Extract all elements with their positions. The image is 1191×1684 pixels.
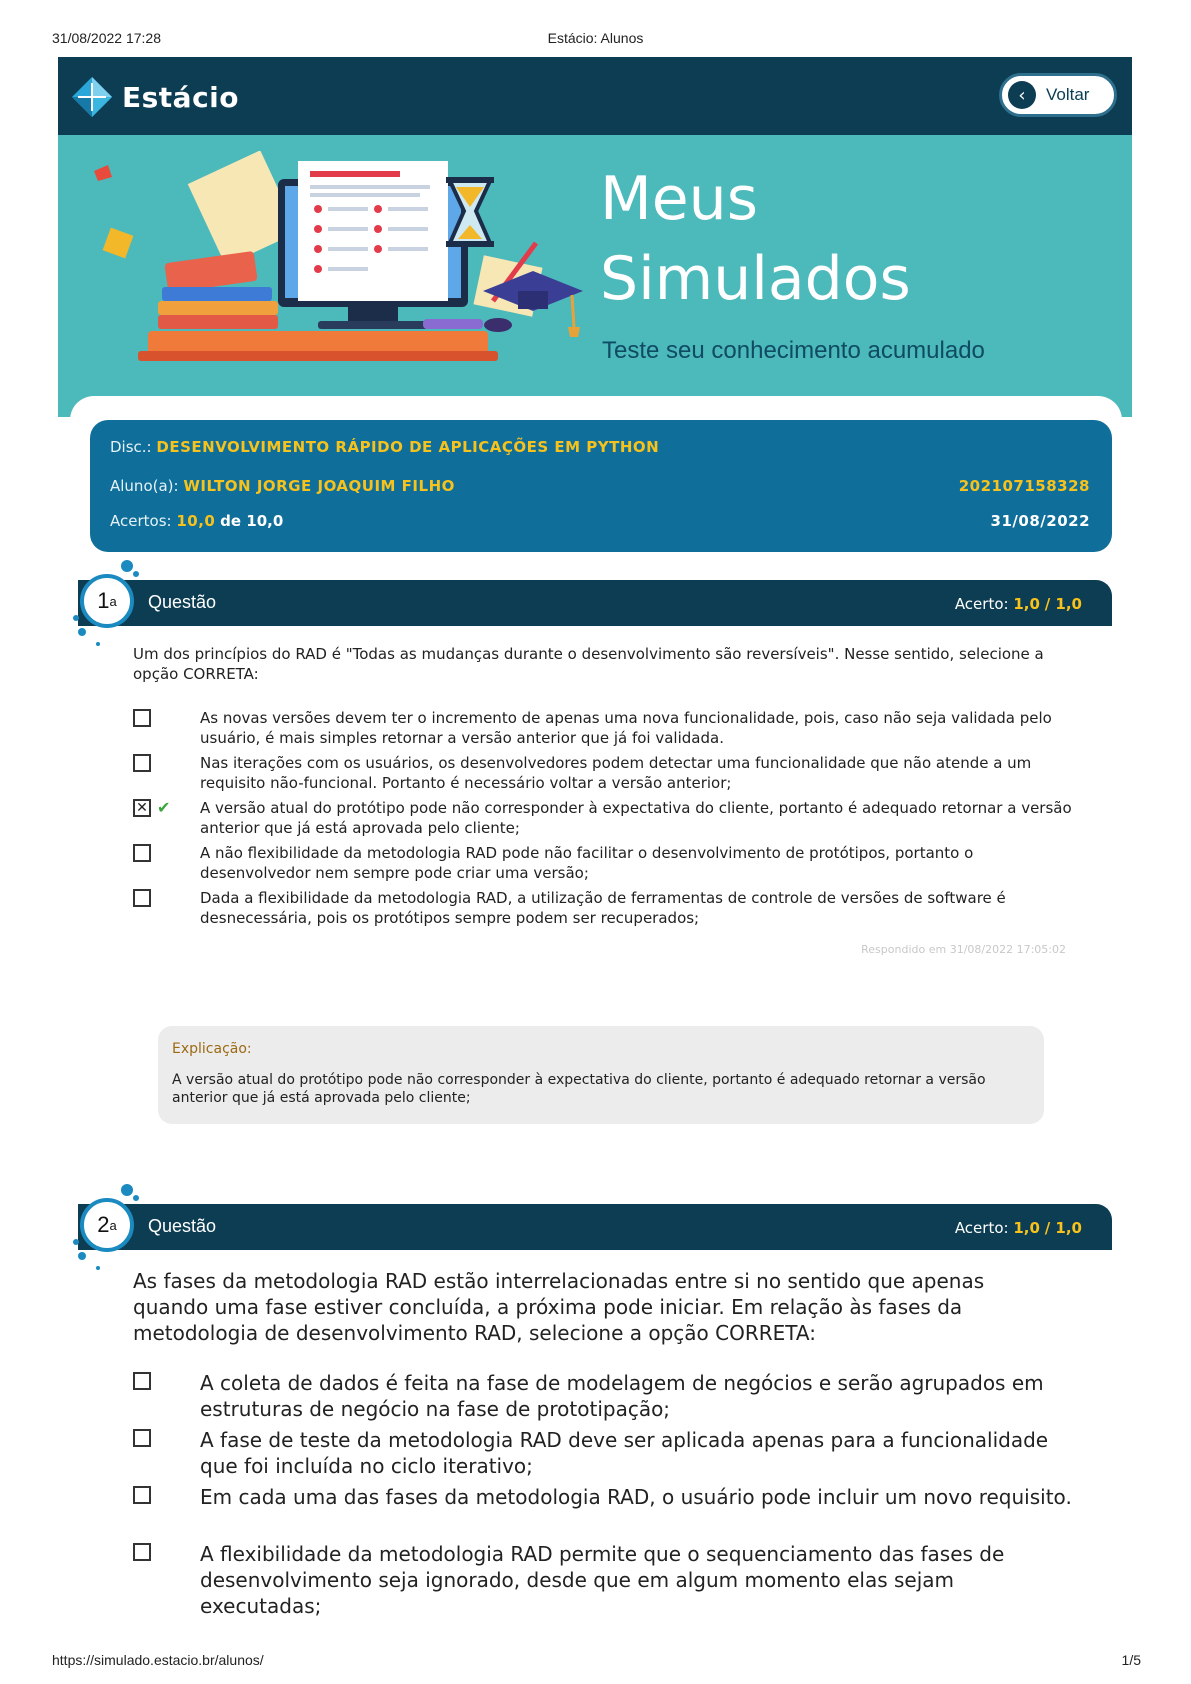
option-text: A fase de teste da metodologia RAD deve ser aplicada apenas para a funcionalidade que foi incluída no ciclo iterativo; [200, 1428, 1049, 1478]
back-button-label: Voltar [1046, 85, 1090, 104]
option-b[interactable] [133, 1427, 1073, 1484]
score-total: / 1,0 [1044, 595, 1082, 613]
question-score [955, 595, 1082, 613]
checkbox[interactable] [133, 754, 151, 772]
option-a[interactable] [133, 1370, 1073, 1427]
question-number-badge [80, 574, 134, 628]
aluno-row [110, 477, 1090, 497]
explanation-title: Explicação: [172, 1041, 252, 1057]
options-list [133, 708, 1073, 933]
estacio-logo-icon [70, 75, 114, 119]
explanation-box [158, 1026, 1044, 1124]
print-title: Estácio: Alunos [547, 30, 644, 46]
option-d[interactable] [133, 843, 1073, 888]
acertos-label: Acertos: [110, 512, 172, 530]
checkbox[interactable] [133, 1543, 151, 1561]
option-text: A não flexibilidade da metodologia RAD pode não facilitar o desenvolvimento de protótipos, portanto o desenvolvedor nem sempre pode criar uma versão; [200, 844, 974, 882]
top-bar [58, 57, 1132, 135]
option-b[interactable] [133, 753, 1073, 798]
question-number: 1 [97, 588, 110, 613]
chevron-left-icon: ‹ [1008, 81, 1036, 109]
option-a[interactable] [133, 708, 1073, 753]
print-header [0, 30, 1191, 50]
correct-check-icon: ✔ [157, 798, 171, 817]
option-c[interactable] [133, 798, 1073, 843]
question-text: As fases da metodologia RAD estão interrelacionadas entre si no sentido que apenas quando uma fase estiver concluída, a próxima pode iniciar. Em relação às fases da metodologia de desenvolvimento RAD, selecione a opção CORRETA: [133, 1269, 985, 1345]
aluno-value: WILTON JORGE JOAQUIM FILHO [183, 477, 455, 495]
score-value: 1,0 [1013, 595, 1040, 613]
question-text: Um dos princípios do RAD é "Todas as mudanças durante o desenvolvimento são reversíveis". Nesse sentido, selecione a opção CORRETA: [133, 645, 1044, 683]
acertos-row [110, 512, 1090, 532]
disc-label: Disc.: [110, 438, 152, 456]
option-text: A coleta de dados é feita na fase de modelagem de negócios e serão agrupados em estruturas de negócio na fase de prototipação; [200, 1371, 1044, 1421]
hero-title-line1: Meus [600, 164, 758, 234]
question-number-badge [80, 1198, 134, 1252]
hero-banner [58, 135, 1132, 417]
option-text: Em cada uma das fases da metodologia RAD, o usuário pode incluir um novo requisito. [200, 1485, 1072, 1509]
logo-text: Estácio [122, 80, 240, 114]
score-total: / 1,0 [1044, 1219, 1082, 1237]
checkbox[interactable] [133, 1429, 151, 1447]
acertos-total: de 10,0 [220, 512, 284, 530]
matricula: 202107158328 [958, 477, 1090, 495]
question-score [955, 1219, 1082, 1237]
estacio-logo[interactable] [70, 75, 239, 119]
question-ordinal: a [109, 1217, 117, 1233]
score-label: Acerto: [954, 595, 1009, 613]
back-button[interactable] [999, 73, 1117, 117]
option-text: Nas iterações com os usuários, os desenvolvedores podem detectar uma funcionalidade que não atende a um requisito não-funcional. Portanto é necessário voltar a versão anterior; [200, 754, 1032, 792]
checkbox-checked[interactable]: ✕ [133, 799, 151, 817]
option-text: Dada a flexibilidade da metodologia RAD, a utilização de ferramentas de controle de versões de software é desnecessária, pois os protótipos sempre podem ser recuperados; [200, 889, 1006, 927]
checkbox[interactable] [133, 844, 151, 862]
question-number: 2 [97, 1212, 110, 1237]
options-list [133, 1370, 1073, 1619]
question-header [78, 580, 1112, 626]
explanation-text: A versão atual do protótipo pode não corresponder à expectativa do cliente, portanto é adequado retornar a versão anterior que já está aprovada pelo cliente; [172, 1072, 986, 1106]
score-label: Acerto: [954, 1219, 1009, 1237]
student-info-card [90, 420, 1112, 552]
print-page-number: 1/5 [1121, 1652, 1141, 1668]
answered-timestamp: Respondido em 31/08/2022 17:05:02 [861, 943, 1066, 956]
exam-date: 31/08/2022 [990, 512, 1090, 530]
computer-illustration [78, 151, 598, 381]
hero-subtitle: Teste seu conhecimento acumulado [602, 337, 985, 364]
aluno-label: Aluno(a): [110, 477, 179, 495]
score-value: 1,0 [1013, 1219, 1040, 1237]
checkbox[interactable] [133, 889, 151, 907]
option-text: A flexibilidade da metodologia RAD permite que o sequenciamento das fases de desenvolvimento seja ignorado, desde que em algum momento elas sejam executadas; [200, 1542, 1005, 1618]
checkbox[interactable] [133, 1486, 151, 1504]
checkbox[interactable] [133, 1372, 151, 1390]
option-d[interactable] [133, 1541, 1073, 1619]
question-ordinal: a [109, 593, 117, 609]
option-c[interactable] [133, 1484, 1073, 1541]
question-label: Questão [148, 592, 217, 612]
option-e[interactable] [133, 888, 1073, 933]
hero-title [600, 159, 911, 319]
hero-title-line2: Simulados [600, 244, 911, 314]
acertos-value: 10,0 [176, 512, 216, 530]
question-label: Questão [148, 1216, 217, 1236]
question-header [78, 1204, 1112, 1250]
disc-row [110, 438, 1090, 458]
option-text: As novas versões devem ter o incremento de apenas uma nova funcionalidade, pois, caso não seja validada pelo usuário, é mais simples retornar a versão anterior que já foi validada. [200, 709, 1052, 747]
option-text: A versão atual do protótipo pode não corresponder à expectativa do cliente, portanto é adequado retornar a versão anterior que já está aprovada pelo cliente; [200, 799, 1072, 837]
print-datetime: 31/08/2022 17:28 [52, 30, 161, 46]
disc-value: DESENVOLVIMENTO RÁPIDO DE APLICAÇÕES EM PYTHON [156, 438, 660, 456]
checkbox[interactable] [133, 709, 151, 727]
print-url: https://simulado.estacio.br/alunos/ [52, 1652, 264, 1668]
